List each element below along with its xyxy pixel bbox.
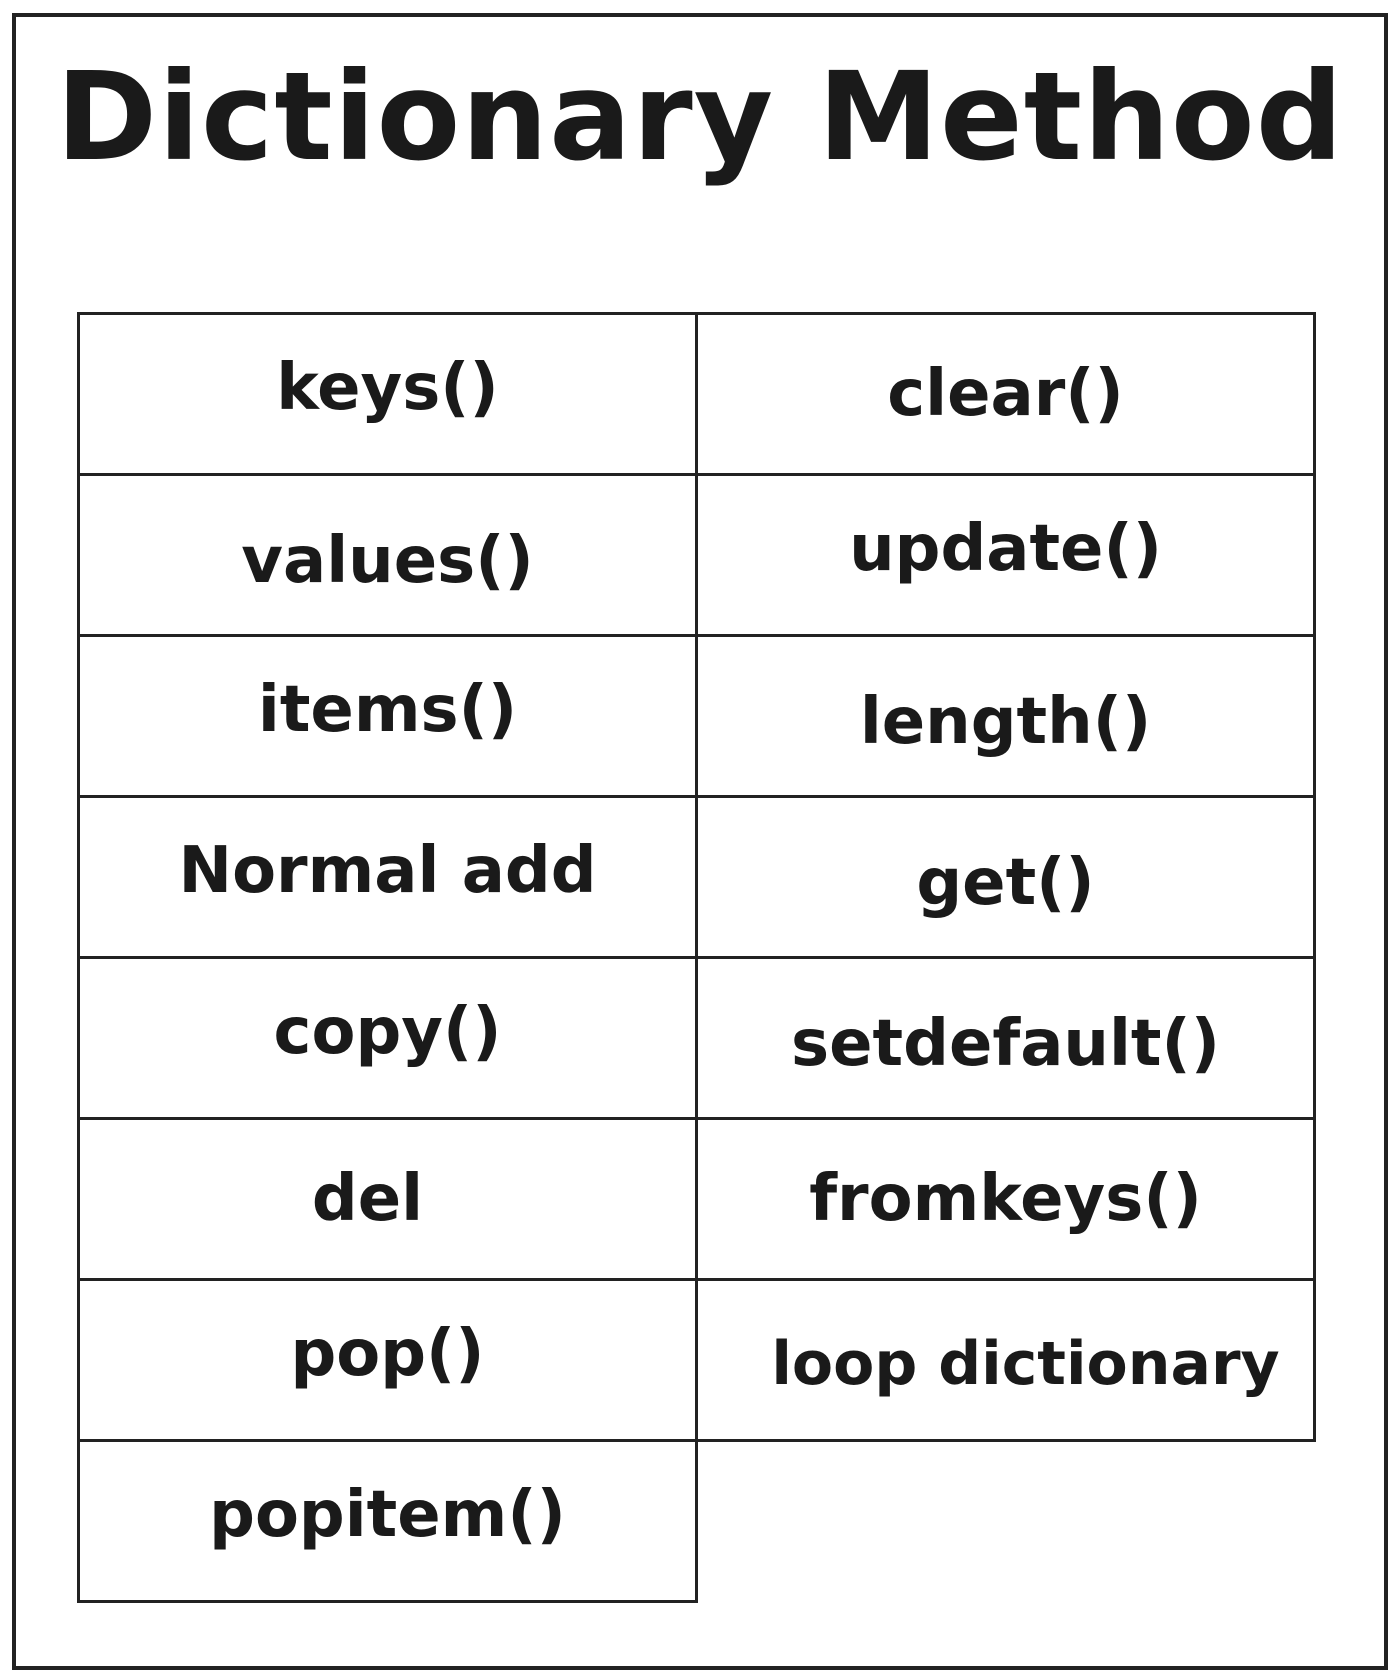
method-label: setdefault() bbox=[791, 1007, 1220, 1081]
method-label: popitem() bbox=[209, 1478, 566, 1552]
method-label: Normal add bbox=[178, 834, 597, 908]
method-label: keys() bbox=[276, 351, 499, 425]
method-cell-items bbox=[77, 634, 698, 798]
method-cell-normal-add bbox=[77, 795, 698, 959]
method-cell-pop bbox=[77, 1278, 698, 1442]
method-cell-popitem bbox=[77, 1439, 698, 1603]
method-label: loop dictionary bbox=[771, 1329, 1280, 1399]
method-label: items() bbox=[257, 673, 518, 747]
method-cell-fromkeys bbox=[695, 1117, 1316, 1281]
page-title: Dictionary Method bbox=[55, 46, 1345, 188]
method-label: del bbox=[311, 1162, 424, 1236]
method-label: clear() bbox=[887, 357, 1124, 431]
method-cell-update bbox=[695, 473, 1316, 637]
method-label: pop() bbox=[290, 1317, 485, 1391]
method-cell-keys bbox=[77, 312, 698, 476]
method-cell-get bbox=[695, 795, 1316, 959]
method-label: fromkeys() bbox=[809, 1162, 1202, 1236]
method-cell-setdefault bbox=[695, 956, 1316, 1120]
method-cell-del bbox=[77, 1117, 698, 1281]
method-label: get() bbox=[916, 846, 1095, 920]
method-label: update() bbox=[849, 512, 1162, 586]
method-cell-clear bbox=[695, 312, 1316, 476]
method-cell-copy bbox=[77, 956, 698, 1120]
method-label: copy() bbox=[273, 995, 502, 1069]
method-label: length() bbox=[859, 685, 1152, 759]
method-cell-loop-dictionary bbox=[695, 1278, 1316, 1442]
method-cell-length bbox=[695, 634, 1316, 798]
method-label: values() bbox=[241, 524, 534, 598]
method-cell-values bbox=[77, 473, 698, 637]
